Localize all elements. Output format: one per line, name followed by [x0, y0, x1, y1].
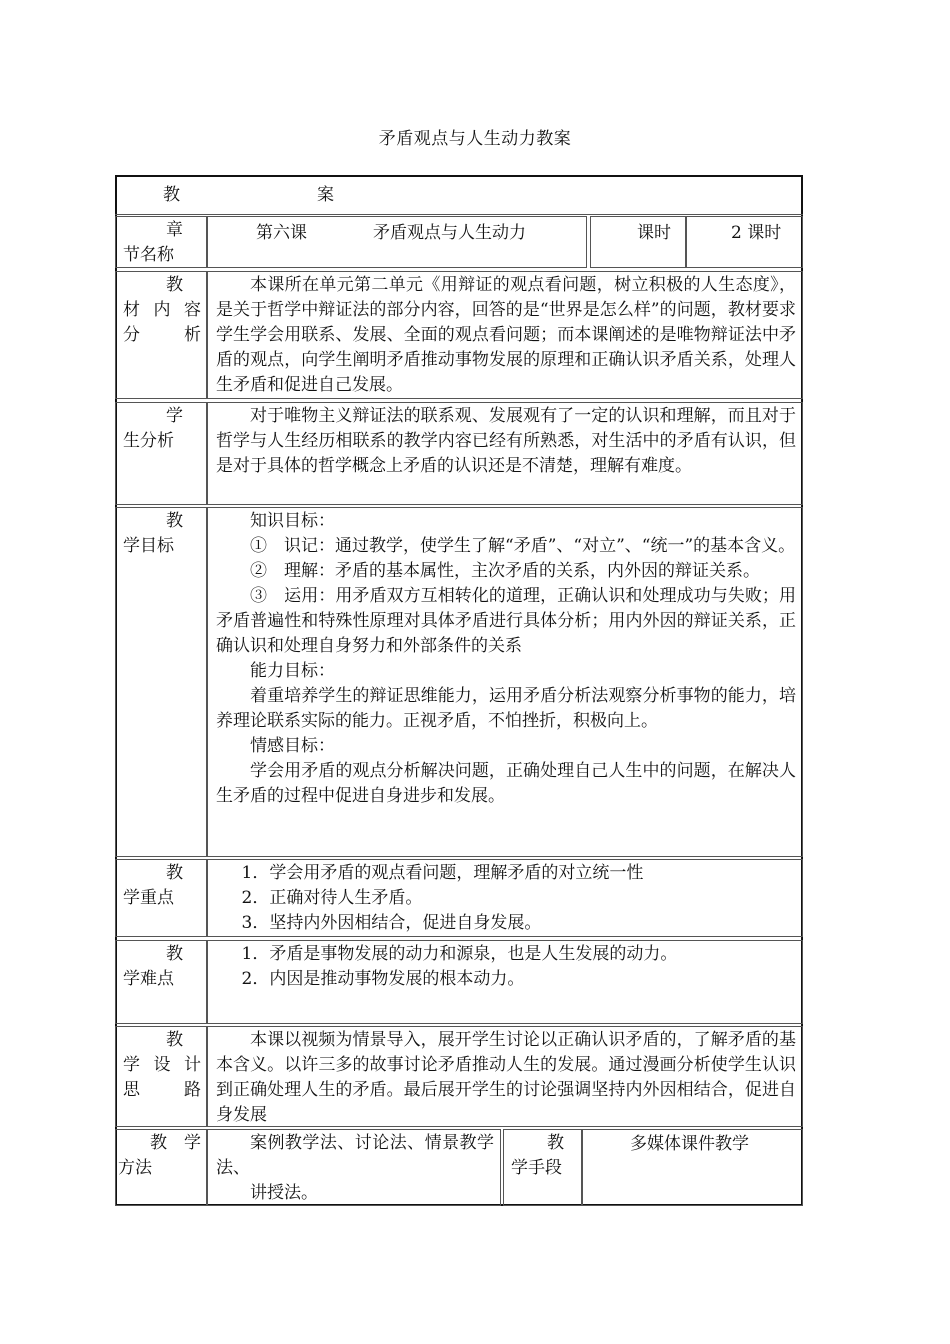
goals-label-rest: 学目标: [123, 536, 174, 556]
material-content: [207, 271, 803, 399]
difficulties-content: [207, 940, 803, 1024]
knowledge-heading: 知识目标：: [250, 511, 335, 531]
emotion-heading: 情感目标：: [250, 736, 335, 756]
students-label: [115, 402, 207, 505]
means-label: [503, 1129, 582, 1206]
students-text: 对于唯物主义辩证法的联系观、发展观有了一定的认识和理解，而且对于哲学与人生经历相联系的教学内容已经有所熟悉，对生活中的矛盾有认识，但是对于具体的哲学概念上矛盾的认识还是不清楚，理解有难度。: [216, 406, 796, 476]
header-row: [115, 175, 803, 216]
hours-label-cell: [590, 216, 686, 268]
hours-value-cell: [686, 216, 803, 268]
chapter-label-rest: 节名称: [123, 245, 174, 265]
chapter-name-cell: [207, 216, 587, 268]
header-left: 教: [163, 185, 180, 205]
means-label-first: 教: [547, 1133, 564, 1153]
knowledge-goal-1: ① 识记：通过教学，使学生了解“矛盾”、“对立”、“统一”的基本含义。: [250, 536, 796, 556]
design-label-rest: 学 设 计 思路: [123, 1055, 201, 1100]
design-text: 本课以视频为情景导入，展开学生讨论以正确认识矛盾的，了解矛盾的基本含义。以许三多的故事讨论矛盾推动人生的发展。通过漫画分析使学生认识到正确处理人生的矛盾。最后展开学生的讨论强调坚持内外因相结合，促进自身发展: [216, 1030, 796, 1125]
students-label-first: 学: [166, 406, 183, 426]
chapter-label: [115, 216, 207, 268]
design-label-first: 教: [166, 1030, 183, 1050]
methods-label-rest: 方法: [118, 1158, 152, 1178]
difficulties-label: [115, 940, 207, 1024]
goals-label: [115, 507, 207, 857]
means-value: 多媒体课件教学: [630, 1134, 749, 1154]
keypoints-content: [207, 859, 803, 937]
difficulties-label-rest: 学难点: [123, 969, 174, 989]
ability-heading: 能力目标：: [250, 661, 335, 681]
knowledge-goal-2: ② 理解：矛盾的基本属性，主次矛盾的关系，内外因的辩证关系。: [250, 561, 760, 581]
chapter-name: 矛盾观点与人生动力: [373, 223, 526, 243]
keypoint-item: 1．学会用矛盾的观点看问题，理解矛盾的对立统一性: [241, 863, 644, 883]
means-label-rest: 学手段: [511, 1158, 562, 1178]
keypoints-label: [115, 859, 207, 937]
methods-text-line1: 案例教学法、讨论法、情景教学法、: [216, 1133, 494, 1178]
knowledge-goal-3: ③ 运用：用矛盾双方互相转化的道理，正确认识和处理成功与失败；用矛盾普遍性和特殊性原理对具体矛盾进行具体分析；用内外因的辩证关系，正确认识和处理自身努力和外部条件的关系: [216, 586, 796, 656]
emotion-text: 学会用矛盾的观点分析解决问题，正确处理自己人生中的问题，在解决人生矛盾的过程中促进自身进步和发展。: [216, 761, 796, 806]
methods-label-first: 教 学: [150, 1133, 201, 1153]
means-value-cell: [582, 1129, 803, 1206]
header-divider: [115, 214, 803, 215]
design-label: [115, 1026, 207, 1127]
chapter-label-first: 章: [166, 220, 183, 240]
methods-content: [207, 1129, 501, 1206]
keypoint-item: 2．正确对待人生矛盾。: [241, 888, 423, 908]
design-content: [207, 1026, 803, 1127]
hours-value: 2 课时: [731, 223, 782, 243]
keypoints-label-rest: 学重点: [123, 888, 174, 908]
students-content: [207, 402, 803, 505]
material-text: 本课所在单元第二单元《用辩证的观点看问题，树立积极的人生态度》，是关于哲学中辩证法的部分内容，回答的是“世界是怎么样”的问题，教材要求学生学会用联系、发展、全面的观点看问题；而本课阐述的是唯物辩证法中矛盾的观点，向学生阐明矛盾推动事物发展的原理和正确认识矛盾关系，处理人生矛盾和促进自己发展。: [216, 275, 796, 395]
difficulty-item: 1．矛盾是事物发展的动力和源泉，也是人生发展的动力。: [241, 944, 678, 964]
material-label: [115, 271, 207, 399]
ability-text: 着重培养学生的辩证思维能力，运用矛盾分析法观察分析事物的能力，培养理论联系实际的能力。正视矛盾，不怕挫折，积极向上。: [216, 686, 796, 731]
goals-content: [207, 507, 803, 857]
document-title: 矛盾观点与人生动力教案: [378, 129, 572, 149]
methods-text-line2: 讲授法。: [250, 1183, 318, 1203]
difficulties-label-first: 教: [166, 944, 183, 964]
chapter-lesson: 第六课: [256, 223, 307, 243]
keypoints-label-first: 教: [166, 863, 183, 883]
header-right: 案: [317, 185, 334, 205]
material-label-first: 教: [166, 275, 183, 295]
hours-label: 课时: [637, 223, 671, 243]
methods-label: [115, 1129, 207, 1206]
difficulty-item: 2．内因是推动事物发展的根本动力。: [241, 969, 525, 989]
keypoint-item: 3．坚持内外因相结合，促进自身发展。: [241, 913, 542, 933]
goals-label-first: 教: [166, 511, 183, 531]
material-label-rest: 材 内 容 分析: [123, 300, 201, 345]
students-label-rest: 生分析: [123, 431, 174, 451]
